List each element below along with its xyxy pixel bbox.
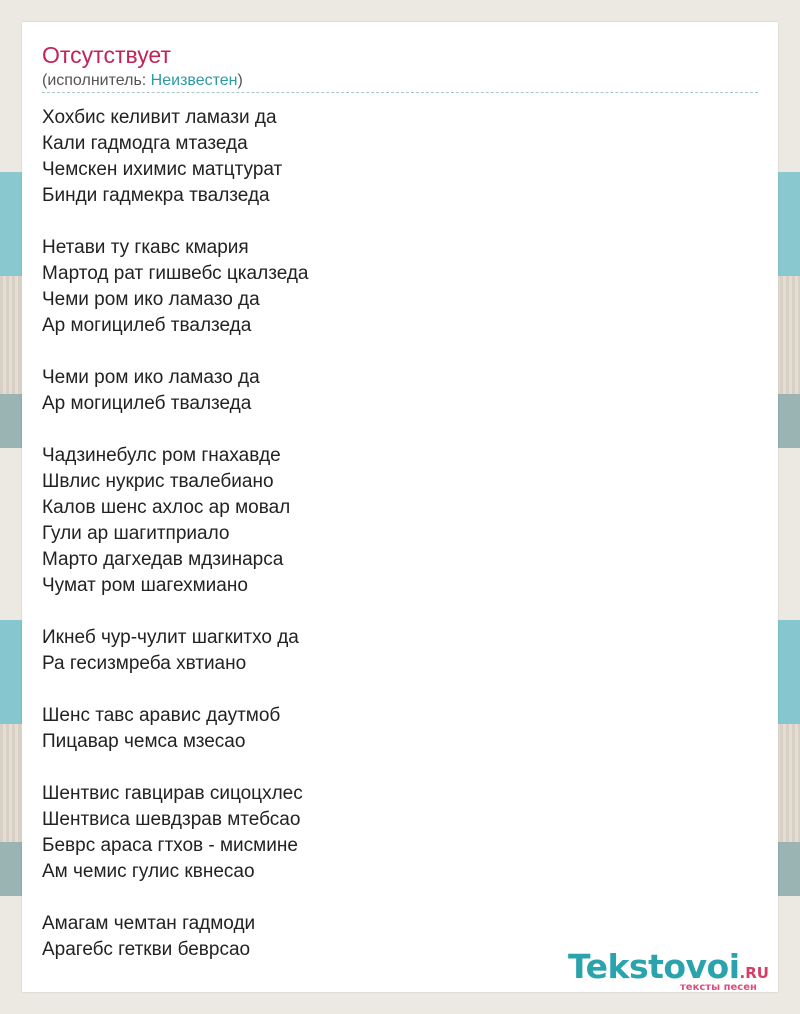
lyric-line: Ар могицилеб твалзеда bbox=[42, 393, 252, 414]
lyric-line: Беврс араса гтхов - мисмине bbox=[42, 835, 298, 856]
lyric-line: Мартод рат гишвебс цкалзеда bbox=[42, 263, 309, 284]
lyrics-stanza bbox=[42, 365, 758, 417]
lyric-line: Марто дагхедав мдзинарса bbox=[42, 549, 284, 570]
lyric-line: Калов шенс ахлос ар мовал bbox=[42, 497, 291, 518]
lyric-line: Ам чемис гулис квнесао bbox=[42, 861, 255, 882]
lyric-line: Шентвис гавцирав сицоцхлес bbox=[42, 783, 303, 804]
lyric-line: Чадзинебулс ром гнахавде bbox=[42, 445, 281, 466]
lyric-line: Арагебс геткви беврсао bbox=[42, 939, 251, 960]
site-logo[interactable] bbox=[568, 947, 778, 994]
lyric-line: Ар могицилеб твалзеда bbox=[42, 315, 252, 336]
lyric-line: Чеми ром ико ламазо да bbox=[42, 367, 260, 388]
lyric-line: Кали гадмодга мтазеда bbox=[42, 133, 248, 154]
title-divider bbox=[42, 92, 758, 93]
logo-name: Tekstovoi bbox=[568, 947, 740, 986]
lyrics-stanza bbox=[42, 625, 758, 677]
lyric-line: Нетави ту гкавс кмария bbox=[42, 237, 249, 258]
lyrics-stanza bbox=[42, 235, 758, 339]
lyric-line: Хохбис келивит ламази да bbox=[42, 107, 277, 128]
lyric-line: Шенс тавс аравис даутмоб bbox=[42, 705, 281, 726]
artist-prefix: (исполнитель: bbox=[42, 72, 151, 89]
lyrics-stanza bbox=[42, 781, 758, 885]
lyric-line: Чеми ром ико ламазо да bbox=[42, 289, 260, 310]
lyric-line: Чемскен ихимис матцтурат bbox=[42, 159, 283, 180]
lyric-line: Амагам чемтан гадмоди bbox=[42, 913, 256, 934]
lyric-line: Шентвиса шевдзрав мтебсао bbox=[42, 809, 301, 830]
lyrics-card bbox=[22, 22, 778, 992]
artist-line bbox=[42, 72, 243, 90]
logo-tld: .RU bbox=[739, 964, 769, 982]
lyrics-stanza bbox=[42, 105, 758, 209]
lyric-line: Чумат ром шагехмиано bbox=[42, 575, 248, 596]
lyric-line: Бинди гадмекра твалзеда bbox=[42, 185, 270, 206]
lyrics-stanza bbox=[42, 443, 758, 599]
lyrics-body bbox=[42, 105, 758, 989]
logo-tagline: тексты песен bbox=[680, 982, 757, 993]
lyric-line: Икнеб чур-чулит шагкитхо да bbox=[42, 627, 299, 648]
lyric-line: Пицавар чемса мзесао bbox=[42, 731, 246, 752]
artist-suffix: ) bbox=[237, 72, 243, 89]
lyric-line: Ра гесизмреба хвтиано bbox=[42, 653, 247, 674]
lyric-line: Швлис нукрис твалебиано bbox=[42, 471, 274, 492]
song-title: Отсутствует bbox=[42, 42, 171, 68]
lyric-line: Гули ар шагитприало bbox=[42, 523, 230, 544]
artist-link[interactable]: Неизвестен bbox=[150, 72, 238, 89]
lyrics-stanza bbox=[42, 703, 758, 755]
